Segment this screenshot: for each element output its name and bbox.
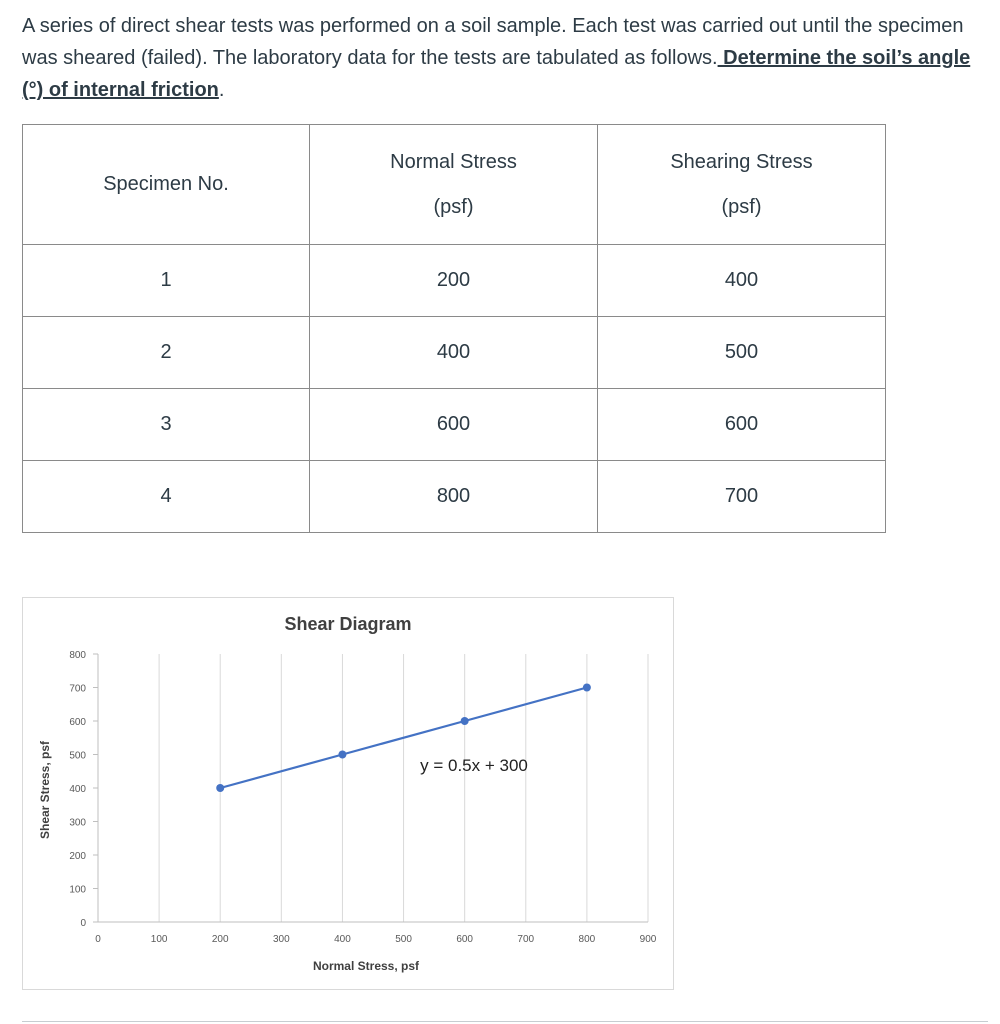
- data-point: [583, 684, 591, 692]
- x-tick-label: 0: [95, 934, 101, 945]
- cell-shearing-stress: 600: [598, 389, 886, 461]
- shear-test-table: [22, 124, 886, 533]
- header-shearing-stress-unit: (psf): [721, 195, 762, 218]
- question-end: .: [218, 79, 225, 101]
- chart-canvas: [23, 598, 673, 989]
- table-row: [23, 317, 886, 389]
- cell-shearing-stress: 500: [598, 317, 886, 389]
- x-tick-label: 800: [578, 934, 596, 945]
- data-point: [461, 717, 469, 725]
- cell-normal-stress: 200: [310, 245, 598, 317]
- shear-diagram-chart: [22, 597, 674, 990]
- x-axis-title: Normal Stress, psf: [312, 959, 420, 973]
- data-point: [216, 784, 224, 792]
- question-text: [22, 10, 982, 106]
- y-axis-title: Shear Stress, psf: [38, 740, 52, 840]
- x-tick-label: 200: [211, 934, 229, 945]
- y-tick-label: 600: [69, 717, 86, 728]
- x-tick-label: 700: [517, 934, 535, 945]
- header-normal-stress-label: Normal Stress: [390, 150, 517, 173]
- x-tick-label: 600: [456, 934, 474, 945]
- cell-specimen: 2: [23, 317, 310, 389]
- x-tick-label: 900: [639, 934, 657, 945]
- cell-shearing-stress: 700: [598, 461, 886, 533]
- divider: [22, 1021, 988, 1022]
- cell-specimen: 4: [23, 461, 310, 533]
- cell-normal-stress: 600: [310, 389, 598, 461]
- header-shearing-stress-label: Shearing Stress: [670, 150, 813, 173]
- header-normal-stress-unit: (psf): [433, 195, 474, 218]
- cell-specimen: 3: [23, 389, 310, 461]
- y-tick-label: 800: [69, 650, 86, 661]
- y-tick-label: 100: [69, 884, 86, 896]
- y-tick-label: 700: [69, 683, 86, 695]
- cell-specimen: 1: [23, 245, 310, 317]
- question-emphasis: Determine the soil’s angle (°) of internal friction: [22, 47, 971, 101]
- chart-gridlines: [159, 654, 648, 922]
- y-tick-labels: [69, 650, 86, 929]
- x-tick-label: 500: [395, 934, 412, 945]
- table-row: [23, 461, 886, 533]
- header-shearing-stress: [598, 125, 886, 245]
- chart-title: Shear Diagram: [284, 614, 412, 634]
- cell-normal-stress: 400: [310, 317, 598, 389]
- y-tick-label: 500: [69, 750, 86, 762]
- x-tick-label: 300: [272, 934, 290, 945]
- table-row: [23, 245, 886, 317]
- x-tick-label: 400: [334, 934, 351, 945]
- header-normal-stress: [310, 125, 598, 245]
- y-tick-label: 200: [69, 851, 86, 862]
- x-tick-label: 100: [150, 934, 168, 945]
- data-point: [338, 751, 346, 759]
- y-tick-label: 400: [69, 784, 86, 795]
- y-tick-label: 0: [80, 918, 86, 929]
- cell-shearing-stress: 400: [598, 245, 886, 317]
- cell-normal-stress: 800: [310, 461, 598, 533]
- table-row: [23, 389, 886, 461]
- header-specimen-label: Specimen No.: [103, 173, 229, 195]
- header-specimen: [23, 125, 310, 245]
- table-header-row: [23, 125, 886, 245]
- trendline-equation: y = 0.5x + 300: [420, 756, 528, 775]
- question-body: A series of direct shear tests was performed on a soil sample. Each test was carried out until the specimen was sheared (failed). The laboratory data for the tests are tabulated as follows.: [22, 15, 964, 69]
- x-tick-labels: [95, 934, 657, 945]
- y-tick-label: 300: [69, 817, 86, 829]
